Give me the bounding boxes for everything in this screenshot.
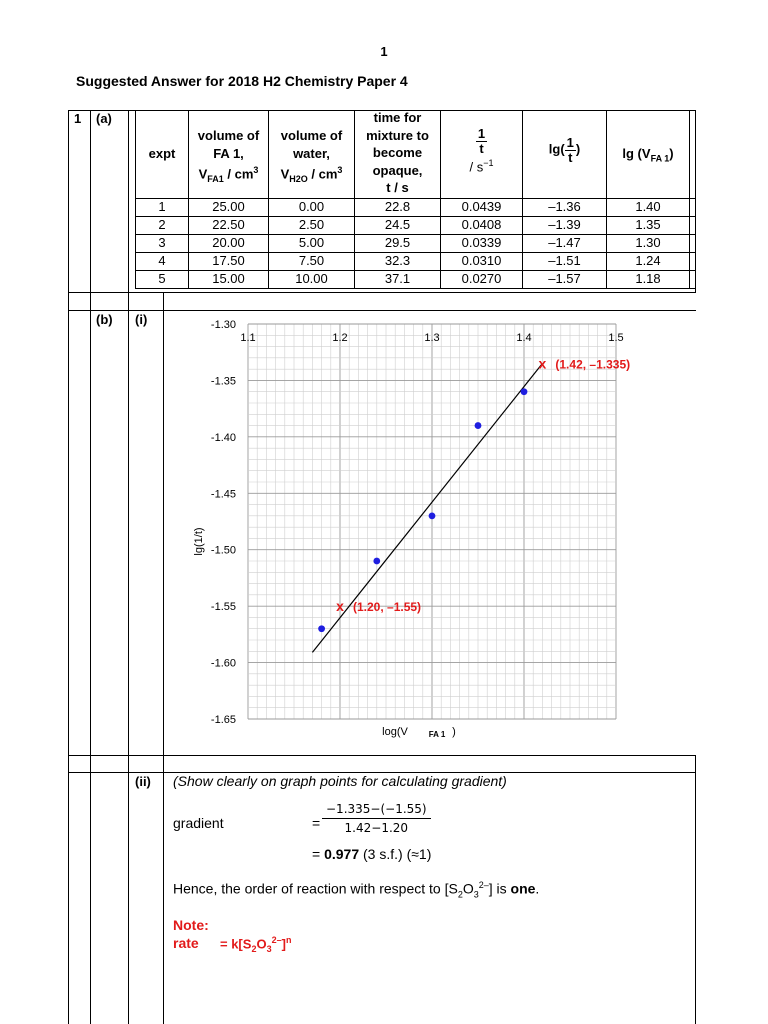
table-cell-inv-t: 0.0408 <box>461 217 502 232</box>
y-tick-label: -1.55 <box>210 601 236 614</box>
table-cell-lg-v: 1.18 <box>635 271 661 286</box>
question-number: 1 <box>74 111 82 126</box>
y-tick-label: -1.60 <box>210 657 236 670</box>
order-conclusion: Hence, the order of reaction with respect to $[S_2O_3^{2-}]$ is one. <box>173 880 540 900</box>
table-cell-v-fa1: 17.50 <box>212 253 245 268</box>
table-cell-t: 22.8 <box>384 199 411 214</box>
y-tick-label: -1.45 <box>210 488 236 501</box>
note-label: Note: <box>173 917 209 933</box>
sub-i-label: (i) <box>135 312 148 327</box>
gradient-point-marker: x <box>538 355 547 372</box>
table-cell-t: 32.3 <box>384 253 411 268</box>
x-axis-label-subscript: FA 1 <box>428 730 446 739</box>
y-tick-label: -1.40 <box>210 431 236 444</box>
y-tick-label: -1.65 <box>210 714 236 726</box>
header-time: time for mixture to become opaque, t / s <box>366 110 429 195</box>
table-cell-v-h2o: 10.00 <box>295 271 328 286</box>
table-cell-expt: 5 <box>158 271 166 286</box>
gradient-point-label: (1.42, –1.335) <box>555 357 631 372</box>
y-tick-label: -1.35 <box>210 375 236 388</box>
rate-label: rate <box>173 935 199 951</box>
table-cell-v-h2o: 2.50 <box>298 217 325 232</box>
table-cell-inv-t: 0.0270 <box>461 271 502 286</box>
x-axis-label-close: ) <box>452 726 456 738</box>
table-cell-lg-inv-t: –1.39 <box>548 217 581 232</box>
gradient-fraction: $\frac{-1.335-(-1.55)}{1.42-1.20}$ <box>322 802 431 835</box>
table-cell-inv-t: 0.0339 <box>461 235 502 250</box>
table-cell-lg-inv-t: –1.57 <box>548 271 581 286</box>
rate-equation: = $k[S_2O_3^{2-}]^n$ <box>220 935 292 954</box>
y-axis-label: lg(1/t) <box>193 527 205 556</box>
table-cell-t: 37.1 <box>384 271 411 286</box>
data-point <box>429 512 436 519</box>
header-expt: expt <box>148 146 176 161</box>
page-number: 1 <box>380 44 388 59</box>
x-tick-label: 1.4 <box>516 332 532 344</box>
part-ii-instruction: (Show clearly on graph points for calculating gradient) <box>173 773 507 789</box>
table-cell-lg-v: 1.24 <box>635 253 661 268</box>
gradient-equals: = <box>312 815 321 831</box>
table-cell-v-fa1: 15.00 <box>212 271 245 286</box>
table-cell-t: 24.5 <box>384 217 411 232</box>
data-point <box>475 422 482 429</box>
sub-ii-label: (ii) <box>135 774 151 789</box>
table-cell-lg-v: 1.40 <box>635 199 661 214</box>
table-cell-v-h2o: 5.00 <box>298 235 325 250</box>
y-tick-label: -1.30 <box>210 319 236 331</box>
document-title: Suggested Answer for 2018 H2 Chemistry Paper 4 <box>76 73 408 89</box>
table-cell-inv-t: 0.0439 <box>461 199 502 214</box>
lg-plot <box>164 312 692 754</box>
x-tick-label: 1.2 <box>332 332 348 344</box>
part-b-label: (b) <box>96 312 113 327</box>
table-cell-v-fa1: 25.00 <box>212 199 245 214</box>
table-cell-lg-inv-t: –1.47 <box>548 235 581 250</box>
table-cell-lg-inv-t: –1.36 <box>548 199 581 214</box>
table-cell-inv-t: 0.0310 <box>461 253 502 268</box>
table-cell-expt: 1 <box>158 199 166 214</box>
table-cell-v-h2o: 7.50 <box>298 253 325 268</box>
y-tick-label: -1.50 <box>210 544 236 557</box>
table-cell-v-fa1: 20.00 <box>212 235 245 250</box>
data-point <box>373 558 380 565</box>
table-cell-lg-v: 1.30 <box>635 235 661 250</box>
x-axis-label: log(V <box>382 726 408 738</box>
gradient-result: = 0.977 (3 s.f.) (≈1) <box>312 846 432 862</box>
table-cell-lg-v: 1.35 <box>635 217 661 232</box>
table-cell-v-h2o: 0.00 <box>298 199 325 214</box>
header-lg-v-fa1: $\lg (V_{FA 1})$ <box>622 146 674 164</box>
part-a-label: (a) <box>96 111 112 126</box>
header-lg-inverse-t: lg( $\frac{1}{t}$ ) <box>548 135 581 165</box>
table-cell-expt: 2 <box>158 217 166 232</box>
header-volume-water: volume of water, $V_{H2O} / cm^3$ <box>280 128 343 184</box>
x-tick-label: 1.5 <box>608 332 624 344</box>
table-cell-v-fa1: 22.50 <box>212 217 245 232</box>
table-cell-t: 29.5 <box>384 235 411 250</box>
x-tick-label: 1.3 <box>424 332 440 344</box>
gradient-label: gradient <box>173 815 224 831</box>
table-cell-lg-inv-t: –1.51 <box>548 253 581 268</box>
header-inverse-t: $\frac{1}{t}$ / $s^{-1}$ <box>469 126 494 175</box>
best-fit-line <box>312 364 542 653</box>
x-tick-label: 1.1 <box>240 332 256 344</box>
gradient-point-marker: x <box>336 598 344 615</box>
header-volume-fa1: volume of FA 1, $V_{FA1} / cm^3$ <box>197 128 260 184</box>
gradient-point-label: (1.20, –1.55) <box>353 600 422 615</box>
data-point <box>318 625 325 632</box>
table-cell-expt: 4 <box>158 253 166 268</box>
table-cell-expt: 3 <box>158 235 166 250</box>
data-point <box>521 388 528 395</box>
